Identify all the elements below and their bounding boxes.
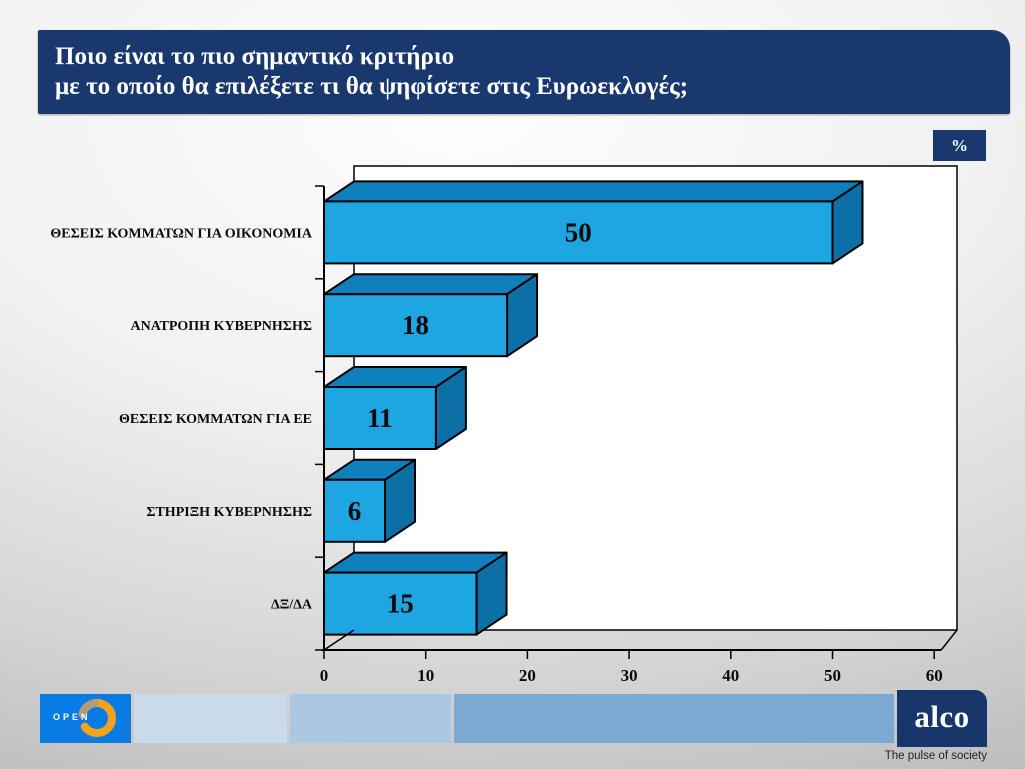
category-label: ΣΤΗΡΙΞΗ ΚΥΒΕΡΝΗΣΗΣ [146, 504, 312, 520]
x-axis-tick-label: 0 [319, 666, 329, 685]
bar-value-label: 50 [564, 217, 592, 248]
page-title-line-2: με το οποίο θα επιλέξετε τι θα ψηφίσετε στις Ευρωεκλογές; [55, 73, 689, 100]
alco-tagline: The pulse of society [884, 750, 987, 762]
alco-logo [897, 690, 987, 747]
footer-strip-3 [454, 694, 894, 743]
bar-value-label: 11 [367, 403, 393, 433]
bar-value-label: 15 [386, 588, 414, 619]
bar-value-label: 18 [402, 310, 430, 341]
x-axis-tick-label: 20 [518, 666, 536, 685]
bar-top-face [324, 553, 507, 573]
category-label: ΑΝΑΤΡΟΠΗ ΚΥΒΕΡΝΗΣΗΣ [130, 319, 312, 335]
category-label: ΘΕΣΕΙΣ ΚΟΜΜΑΤΩΝ ΓΙΑ ΕΕ [119, 412, 312, 427]
alco-logo-label: alco [914, 699, 970, 734]
bar-top-face [324, 274, 537, 294]
x-axis-tick-label: 60 [925, 666, 943, 685]
footer-strip-2 [290, 694, 451, 743]
x-axis-tick-label: 40 [722, 666, 740, 685]
page-title-line-1: Ποιο είναι το πιο σημαντικό κριτήριο [55, 42, 455, 70]
percent-unit-badge: % [933, 130, 986, 161]
x-axis-tick-label: 10 [417, 666, 435, 685]
open-channel-logo [40, 694, 131, 743]
footer-strip-1 [134, 694, 287, 743]
x-axis-tick-label: 50 [824, 666, 841, 685]
category-label: ΔΞ/ΔΑ [270, 597, 312, 613]
open-logo-label: OPEN [53, 712, 91, 722]
category-label: ΘΕΣΕΙΣ ΚΟΜΜΑΤΩΝ ΓΙΑ ΟΙΚΟΝΟΜΙΑ [50, 226, 312, 242]
axis-depth-line-right [941, 630, 957, 650]
bar-top-face [324, 181, 863, 201]
x-axis-tick-label: 30 [620, 666, 638, 685]
bar-value-label: 6 [347, 495, 362, 526]
